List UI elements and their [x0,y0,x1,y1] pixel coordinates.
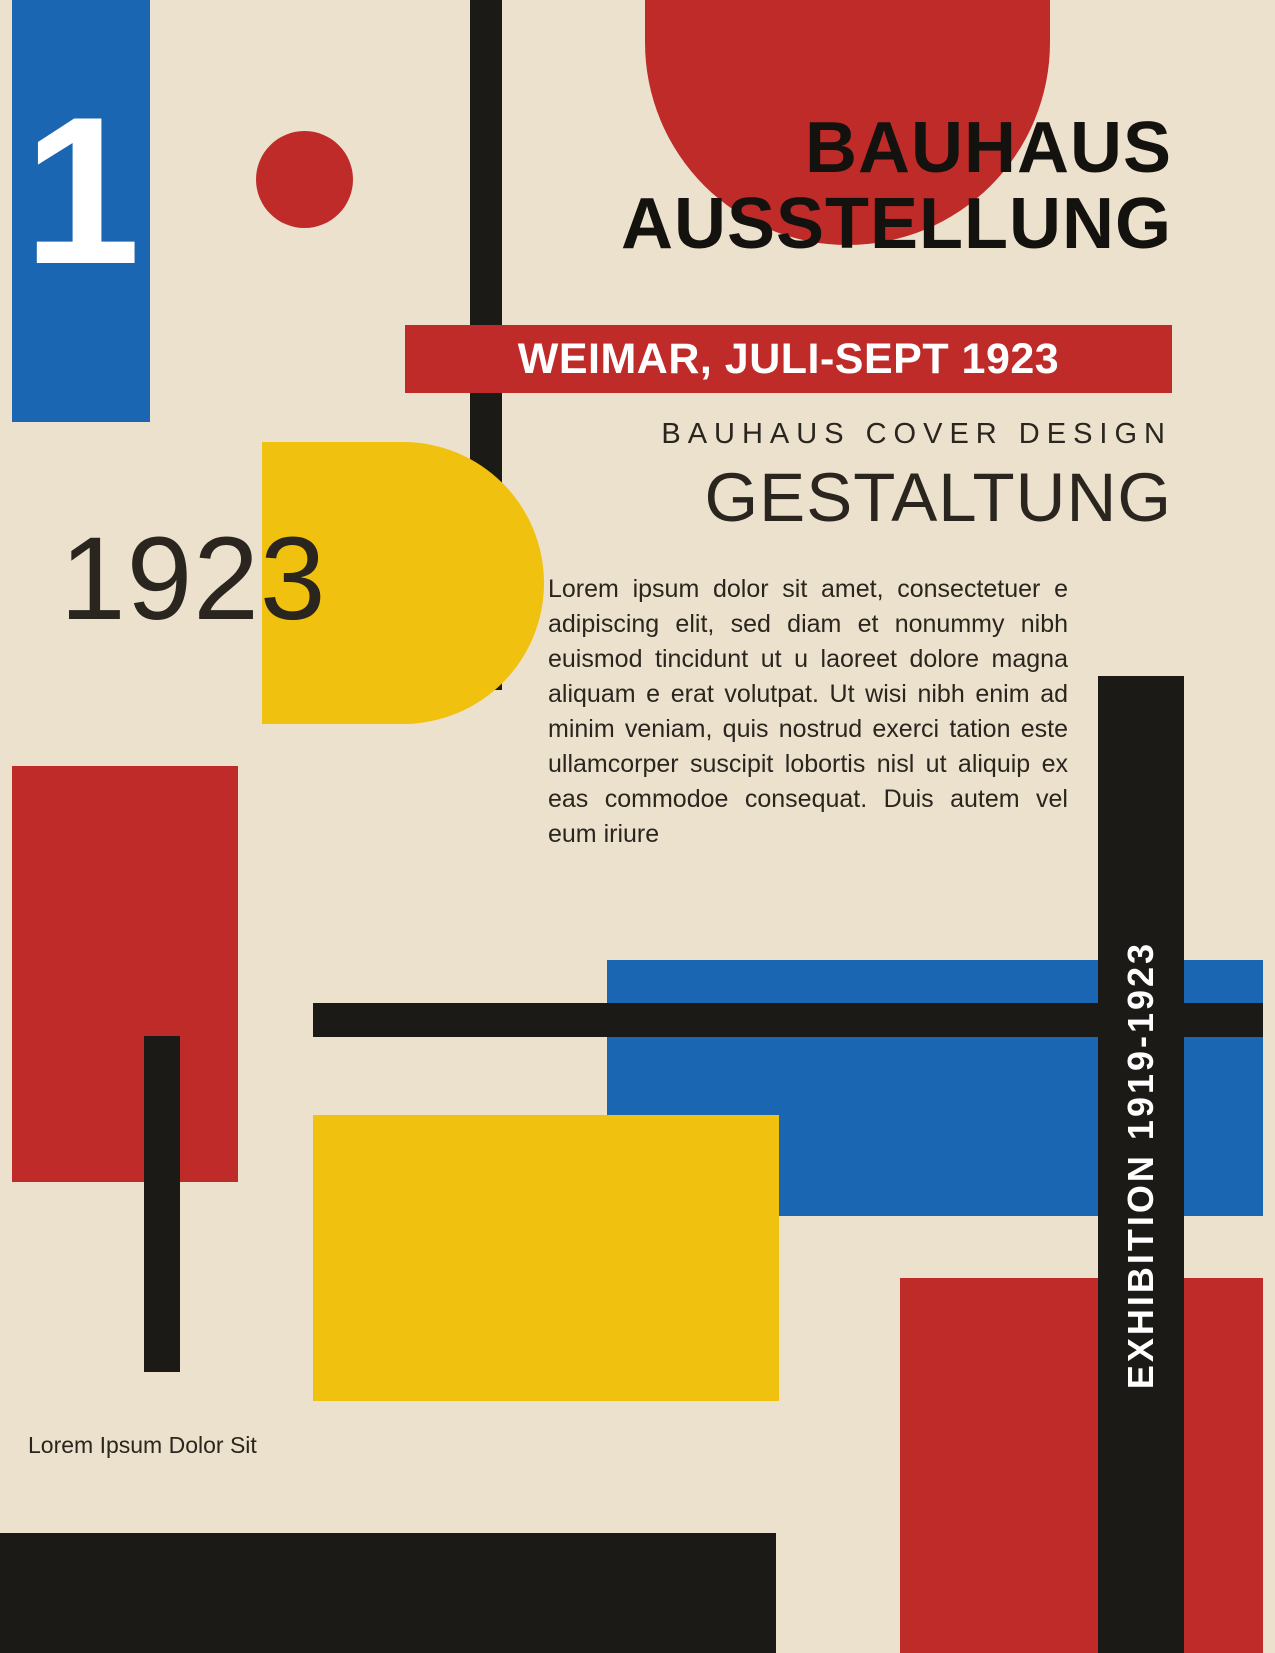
title-line-1: BAUHAUS [805,108,1172,188]
eyebrow-text: BAUHAUS COVER DESIGN [661,418,1172,450]
body-copy: Lorem ipsum dolor sit amet, consectetuer e adipiscing elit, sed diam et nonummy nibh euismod tincidunt ut u laoreet dolore magna aliquam e erat volutpat. Ut wisi nibh enim ad minim veniam, quis nostrud exerci tation este ullamcorper suscipit lobortis nisl ut aliquip ex eas commodoe consequat. Duis autem vel eum iriure [548,575,1068,848]
headline-text: GESTALTUNG [704,459,1172,536]
poster-title [512,110,1172,262]
black-rectangle-bottom [0,1533,776,1653]
year-large: 1923 [60,513,327,645]
footer-note: Lorem Ipsum Dolor Sit [28,1432,257,1458]
black-vertical-bar-left [144,1036,180,1372]
subtitle-bar-text: WEIMAR, JULI-SEPT 1923 [517,334,1060,383]
exhibition-vertical-label-text: EXHIBITION 1919-1923 [1120,940,1161,1389]
exhibition-vertical-label [1098,676,1184,1653]
red-rectangle-bottom-right [900,1278,1263,1653]
red-rectangle-left [12,766,238,1182]
red-circle-shape [256,131,353,228]
number-badge: 1 [23,73,139,308]
subtitle-bar [405,325,1172,393]
yellow-rectangle-bottom [313,1115,779,1401]
title-line-2: AUSSTELLUNG [621,184,1172,264]
